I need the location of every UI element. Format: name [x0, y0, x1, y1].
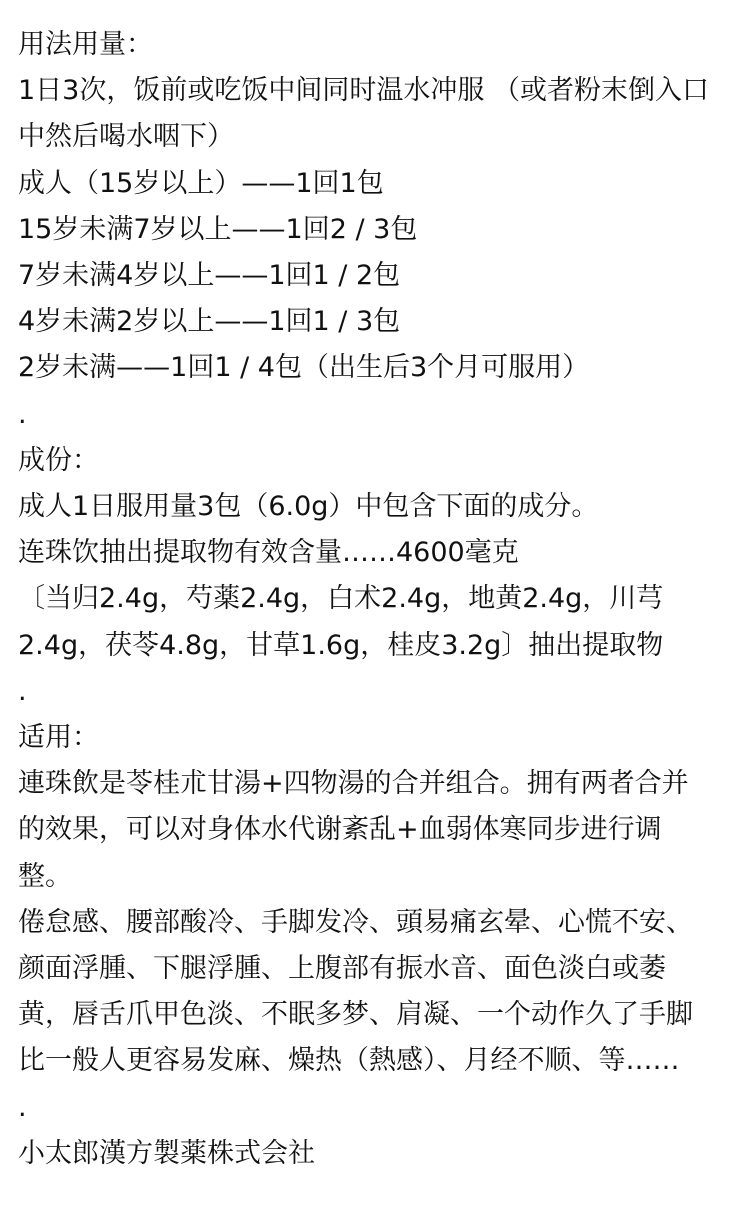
manufacturer-name: 小太郎漢方製薬株式会社 [18, 1137, 315, 1169]
ingredients-line: 连珠饮抽出提取物有效含量……4600毫克 [18, 537, 519, 569]
symptoms-line: 倦怠感、腰部酸冷、手脚发冷、頭易痛玄晕、心慌不安、 [18, 906, 693, 938]
symptoms-line: 颜面浮腫、下腿浮腫、上腹部有振水音、面色淡白或萎 [18, 953, 666, 985]
usage-instruction-line: 1日3次，饭前或吃饭中间同时温水冲服 （或者粉末倒入口 [18, 75, 709, 107]
ingredients-line: 成人1日服用量3包（6.0g）中包含下面的成分。 [18, 491, 599, 523]
ingredients-line: 2.4g，茯苓4.8g，甘草1.6g，桂皮3.2g〕抽出提取物 [18, 629, 664, 661]
dosage-line: 2岁未满——1回1 / 4包（出生后3个月可服用） [18, 352, 590, 384]
indications-line: 整。 [18, 860, 72, 892]
dosage-line: 4岁未满2岁以上——1回1 / 3包 [18, 306, 401, 338]
indications-line: 的效果，可以对身体水代谢紊乱+血弱体寒同步进行调 [18, 814, 662, 846]
ingredients-heading: 成份： [18, 444, 99, 476]
separator-dot: . [18, 675, 27, 707]
separator-dot: . [18, 1091, 27, 1123]
indications-line: 連珠飲是苓桂朮甘湯+四物湯的合并组合。拥有两者合并 [18, 768, 689, 800]
indications-heading: 适用： [18, 722, 99, 754]
dosage-line: 15岁未满7岁以上——1回2 / 3包 [18, 213, 418, 245]
separator-dot: . [18, 398, 27, 430]
usage-instruction-line: 中然后喝水咽下） [18, 121, 234, 153]
symptoms-line: 黄，唇舌爪甲色淡、不眠多梦、肩凝、一个动作久了手脚 [18, 999, 693, 1031]
dosage-line: 7岁未满4岁以上——1回1 / 2包 [18, 260, 401, 292]
usage-heading: 用法用量： [18, 29, 153, 60]
symptoms-line: 比一般人更容易发麻、燥热（熱感）、月经不顺、等…… [18, 1045, 680, 1077]
dosage-line: 成人（15岁以上）——1回1包 [18, 167, 384, 199]
ingredients-line: 〔当归2.4g，芍薬2.4g，白术2.4g，地黄2.4g，川芎 [18, 583, 664, 615]
